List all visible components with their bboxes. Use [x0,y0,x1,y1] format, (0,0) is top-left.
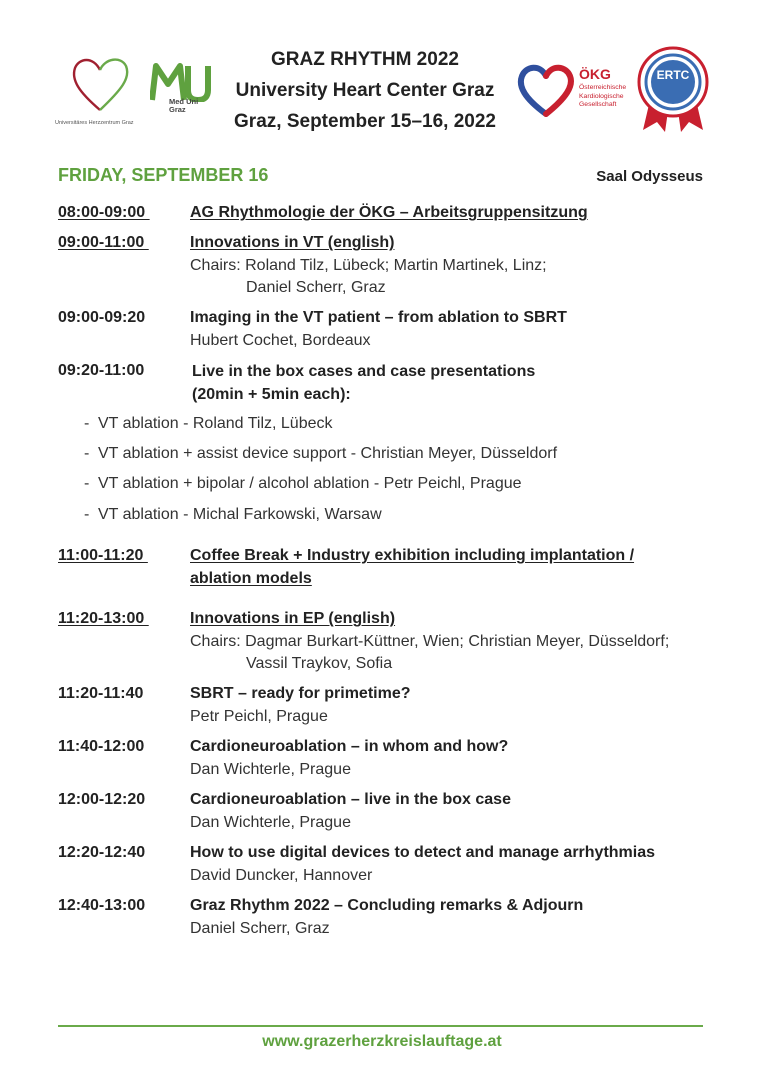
slot-title-line1: Coffee Break + Industry exhibition including implantation / [190,547,635,564]
slot-time: 09:00-09:20 [58,309,146,326]
slot-title: Innovations in VT (english) [190,234,395,251]
slot-speaker: Petr Peichl, Prague [190,707,328,725]
case-list-item [84,414,333,434]
slot-speaker: Daniel Scherr, Graz [190,919,330,937]
meduni-line2: Graz [169,105,186,114]
bullet-marker: - [84,415,90,432]
slot-title: Graz Rhythm 2022 – Concluding remarks & Adjourn [190,897,584,914]
meduni-line1: Med Uni [169,97,199,106]
page-header [0,0,764,150]
case-label: VT ablation + bipolar / alcohol ablation - Petr Peichl, Prague [98,475,522,492]
slot-title: AG Rhythmologie der ÖKG – Arbeitsgruppensitzung [190,204,588,221]
slot-title [190,545,710,590]
footer-website-link[interactable]: www.grazerherzkreislauftage.at [262,1033,502,1050]
slot-time: 11:40-12:00 [58,738,145,755]
slot-time: 09:00-11:00 [58,234,149,251]
case-list-item [84,444,557,464]
slot-time: 12:40-13:00 [58,897,146,914]
slot-time: 11:00-11:20 [58,547,148,564]
mu-mark-icon [150,62,214,102]
ertc-label: ERTC [656,68,690,82]
slot-time: 08:00-09:00 [58,204,150,221]
bullet-marker: - [84,475,90,492]
meduni-logo [150,62,218,120]
ertc-seal-icon [637,46,709,134]
event-title-line2: University Heart Center Graz [235,80,495,101]
okg-sub-line3: Gesellschaft [579,101,617,108]
case-label: VT ablation + assist device support - Christian Meyer, Düsseldorf [98,445,558,462]
slot-speaker: Dan Wichterle, Prague [190,813,351,831]
case-label: VT ablation - Michal Farkowski, Warsaw [98,506,382,523]
meduni-logo-text [169,98,198,114]
ertc-badge [637,46,709,134]
slot-title: Imaging in the VT patient – from ablation to SBRT [190,309,567,326]
okg-sub-line1: Österreichische [579,84,627,91]
slot-title: Cardioneuroablation – live in the box case [190,791,511,808]
slot-chairs-cont: Daniel Scherr, Graz [246,279,386,296]
event-title-line1: GRAZ RHYTHM 2022 [271,49,459,70]
slot-time: 11:20-13:00 [58,610,149,627]
bullet-marker: - [84,506,90,523]
slot-chairs: Chairs: Dagmar Burkart-Küttner, Wien; Christian Meyer, Düsseldorf; [190,632,670,650]
slot-title: How to use digital devices to detect and manage arrhythmias [190,844,656,861]
heart-icon [69,52,131,116]
heart-logo-caption: Universitäres Herzzentrum Graz [55,120,134,126]
slot-title-line2: ablation models [190,569,312,587]
okg-logo [516,62,636,122]
slot-title [192,360,712,406]
day-title: FRIDAY, SEPTEMBER 16 [58,165,269,185]
slot-speaker: Hubert Cochet, Bordeaux [190,331,371,349]
event-title-line3: Graz, September 15–16, 2022 [234,111,496,132]
day-heading-row [58,165,703,189]
slot-chairs: Chairs: Roland Tilz, Lübeck; Martin Martinek, Linz; [190,256,547,274]
slot-title: Innovations in EP (english) [190,610,396,627]
event-title [215,44,515,137]
case-label: VT ablation - Roland Tilz, Lübeck [98,415,333,432]
heart-center-logo [55,52,145,132]
slot-time: 09:20-11:00 [58,362,145,379]
slot-time: 11:20-11:40 [58,685,144,702]
footer-divider [58,1025,703,1027]
slot-title-line2: (20min + 5min each): [192,386,351,403]
okg-sub-line2: Kardiologische [579,92,624,100]
slot-title: SBRT – ready for primetime? [190,685,411,702]
okg-subtitle [579,84,626,110]
slot-title: Cardioneuroablation – in whom and how? [190,738,509,755]
room-name: Saal Odysseus [596,168,703,185]
okg-heart-icon [516,62,576,118]
case-list-item [84,505,382,525]
slot-title-line1: Live in the box cases and case presentations [192,363,536,380]
case-list-item [84,474,522,494]
slot-time: 12:00-12:20 [58,791,146,808]
slot-chairs-cont: Vassil Traykov, Sofia [246,655,393,672]
slot-time: 12:20-12:40 [58,844,146,861]
bullet-marker: - [84,445,90,462]
okg-title: ÖKG [579,66,611,82]
slot-speaker: David Duncker, Hannover [190,866,373,884]
slot-speaker: Dan Wichterle, Prague [190,760,351,778]
